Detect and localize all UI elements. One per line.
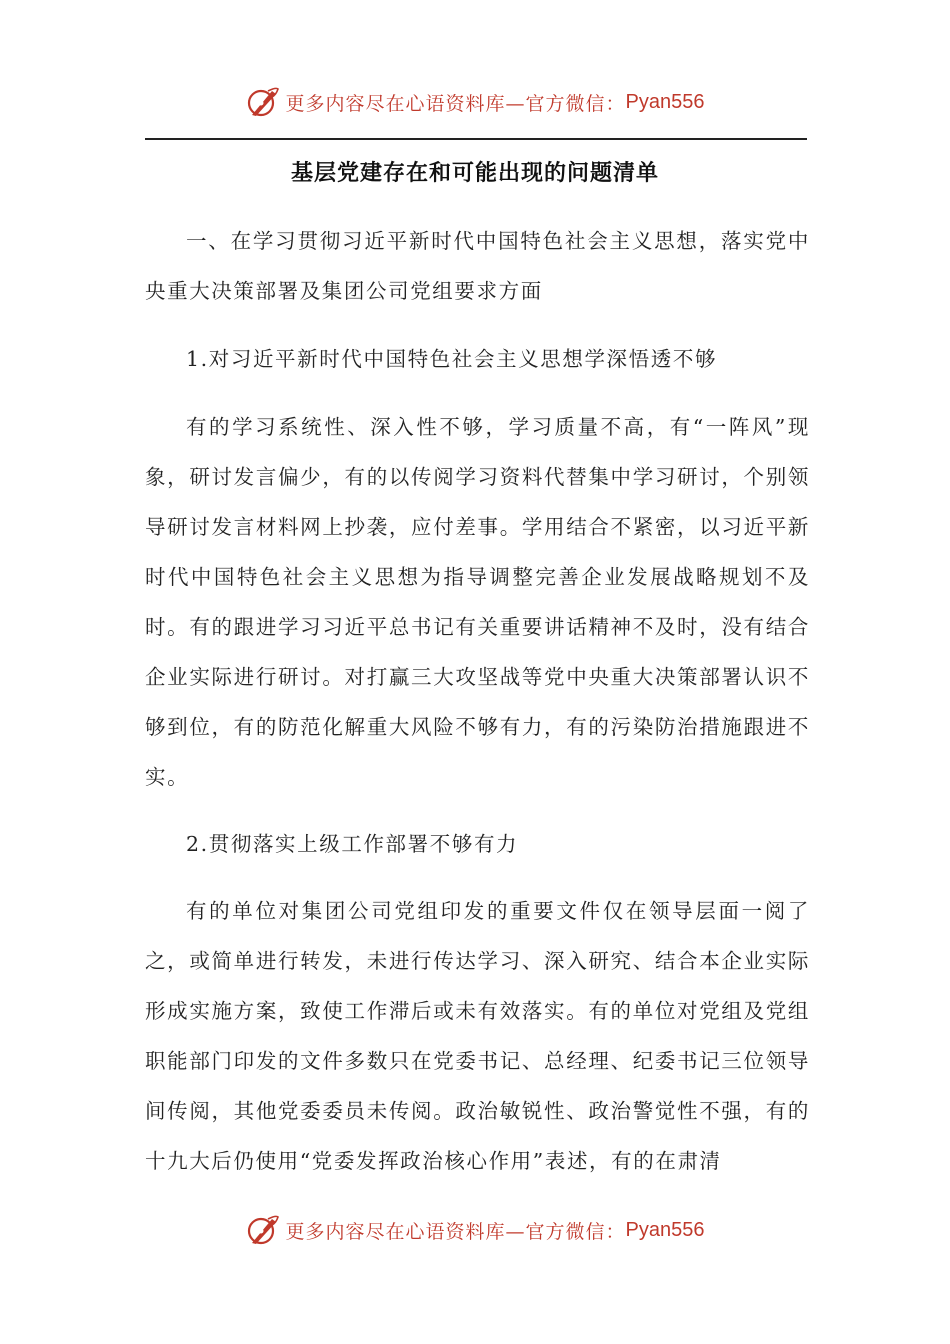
section-1-heading: 1.对习近平新时代中国特色社会主义思想学深悟透不够 (186, 347, 718, 371)
quill-pen-logo-icon (246, 85, 280, 119)
document-title: 基层党建存在和可能出现的问题清单 (290, 161, 659, 186)
quill-pen-logo-icon (246, 1213, 280, 1247)
header-banner (0, 82, 950, 122)
section-1-paragraph: 有的学习系统性、深入性不够，学习质量不高，有“一阵风”现象，研讨发言偏少，有的以传阅学习资料代替集中学习研讨，个别领导研讨发言材料网上抄袭，应付差事。学用结合不紧密，以习近平新时代中国特色社会主义思想为指导调整完善企业发展战略规划不及时。有的跟进学习习近平总书记有关重要讲话精神不及时，没有结合企业实际进行研讨。对打赢三大攻坚战等党中央重大决策部署认识不够到位，有的防范化解重大风险不够有力，有的污染防治措施跟进不实。 (145, 415, 810, 789)
section-2-paragraph: 有的单位对集团公司党组印发的重要文件仅在领导层面一阅了之，或简单进行转发，未进行传达学习、深入研究、结合本企业实际形成实施方案，致使工作滞后或未有效落实。有的单位对党组及党组职能部门印发的文件多数只在党委书记、总经理、纪委书记三位领导间传阅，其他党委委员未传阅。政治敏锐性、政治警觉性不强，有的十九大后仍使用“党委发挥政治核心作用”表述，有的在肃清 (145, 899, 810, 1173)
header-divider (145, 138, 807, 140)
banner-wechat-id: Pyan556 (625, 90, 705, 113)
banner-text: 更多内容尽在心语资料库—官方微信： (285, 1220, 626, 1243)
footer-banner (0, 1210, 950, 1250)
banner-wechat-id: Pyan556 (625, 1218, 705, 1241)
section-intro-paragraph: 一、在学习贯彻习近平新时代中国特色社会主义思想，落实党中央重大决策部署及集团公司党组要求方面 (145, 229, 810, 303)
section-2-heading: 2.贯彻落实上级工作部署不够有力 (186, 832, 519, 856)
banner-text: 更多内容尽在心语资料库—官方微信： (285, 92, 626, 115)
